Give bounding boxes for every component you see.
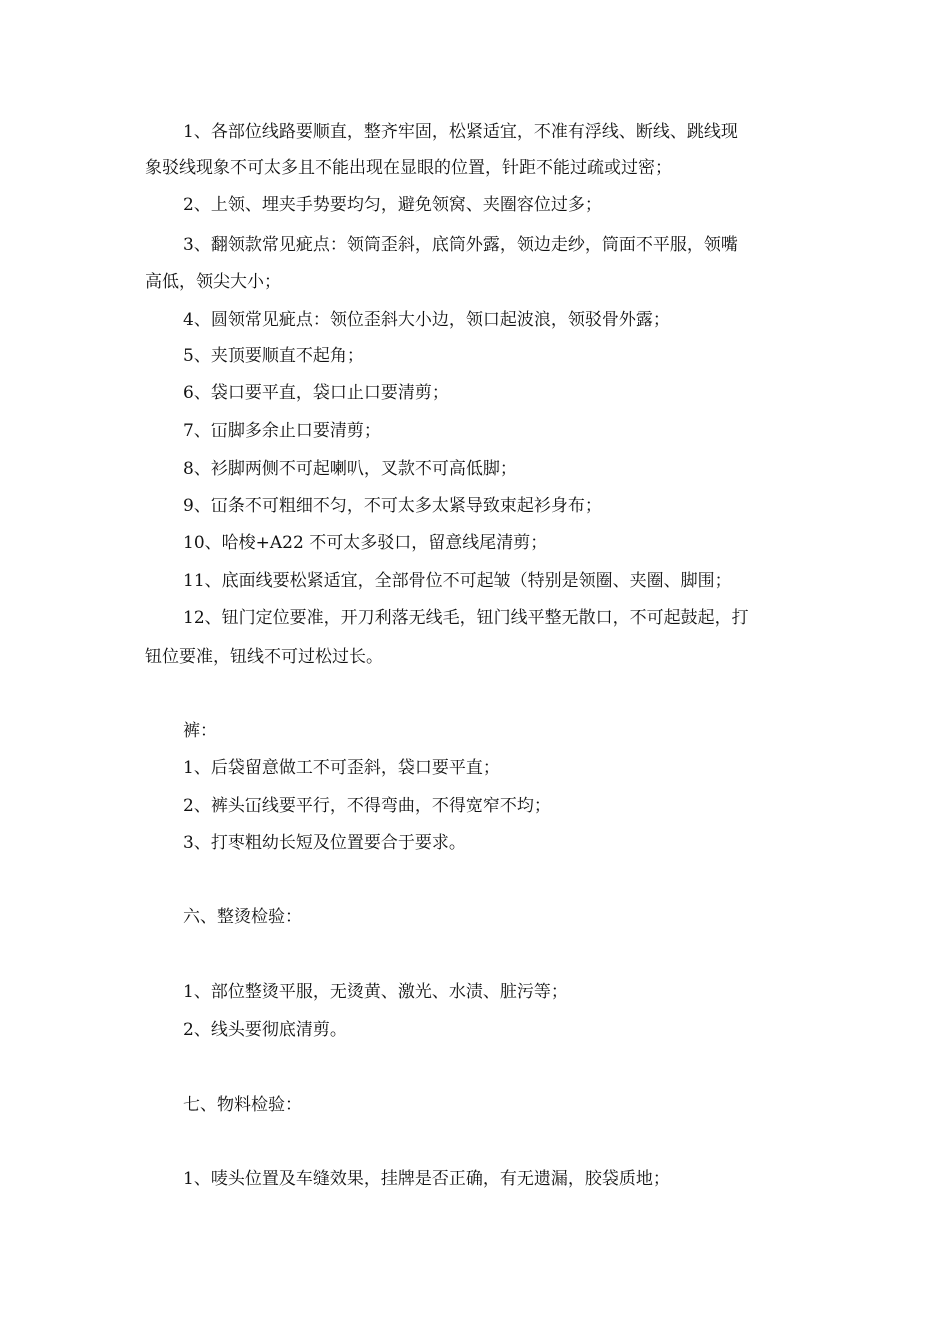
pants-item-1: 1、后袋留意做工不可歪斜，袋口要平直；	[183, 758, 500, 778]
ironing-item-2: 2、线头要彻底清剪。	[183, 1020, 347, 1040]
shirt-item-12-line-2: 钮位要准，钮线不可过松过长。	[145, 647, 383, 667]
ironing-item-1: 1、部位整烫平服，无烫黄、激光、水渍、脏污等；	[183, 982, 568, 1002]
pants-item-2: 2、裤头冚线要平行，不得弯曲，不得宽窄不均；	[183, 796, 551, 816]
shirt-item-7: 7、冚脚多余止口要清剪；	[183, 421, 381, 441]
shirt-item-1-line-1: 1、各部位线路要顺直，整齐牢固，松紧适宜，不准有浮线、断线、跳线现	[183, 122, 738, 142]
shirt-item-3-line-1: 3、翻领款常见疵点：领筒歪斜，底筒外露，领边走纱，筒面不平服，领嘴	[183, 235, 738, 255]
shirt-item-11: 11、底面线要松紧适宜，全部骨位不可起皱（特别是领圈、夹圈、脚围；	[183, 571, 732, 591]
shirt-item-10: 10、哈梭+A22 不可太多驳口，留意线尾清剪；	[183, 533, 548, 553]
shirt-item-3-line-2: 高低，领尖大小；	[145, 272, 281, 292]
pants-item-3: 3、打枣粗幼长短及位置要合于要求。	[183, 833, 466, 853]
shirt-item-1-line-2: 象驳线现象不可太多且不能出现在显眼的位置，针距不能过疏或过密；	[145, 158, 672, 178]
shirt-item-9: 9、冚条不可粗细不匀，不可太多太紧导致束起衫身布；	[183, 496, 602, 516]
shirt-item-12-line-1: 12、钮门定位要准，开刀利落无线毛，钮门线平整无散口，不可起鼓起，打	[183, 608, 749, 628]
shirt-item-5: 5、夹顶要顺直不起角；	[183, 346, 364, 366]
shirt-item-8: 8、衫脚两侧不可起喇叭，叉款不可高低脚；	[183, 459, 517, 479]
materials-heading: 七、物料检验：	[183, 1095, 302, 1115]
shirt-item-4: 4、圆领常见疵点：领位歪斜大小边，领口起波浪，领驳骨外露；	[183, 310, 670, 330]
ironing-heading: 六、整烫检验：	[183, 907, 302, 927]
shirt-item-6: 6、袋口要平直，袋口止口要清剪；	[183, 383, 449, 403]
shirt-item-2: 2、上领、埋夹手势要均匀，避免领窝、夹圈容位过多；	[183, 195, 602, 215]
pants-heading: 裤：	[183, 721, 217, 741]
materials-item-1: 1、唛头位置及车缝效果，挂牌是否正确，有无遗漏，胶袋质地；	[183, 1169, 670, 1189]
